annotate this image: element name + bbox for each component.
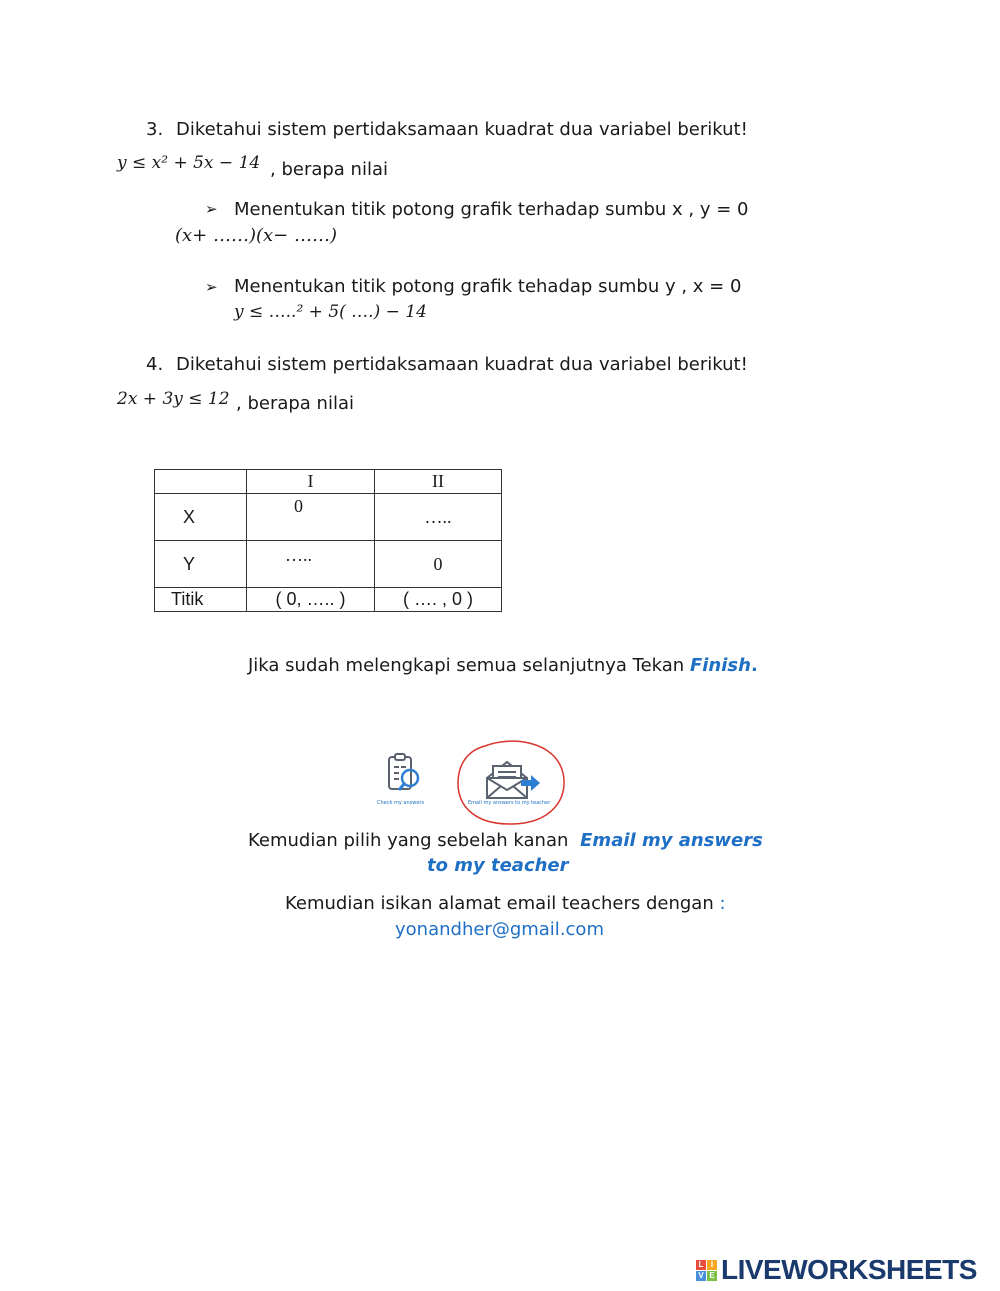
table-header-row bbox=[155, 470, 502, 494]
finish-note-prefix: Jika sudah melengkapi semua selanjutnya Tekan bbox=[248, 655, 690, 676]
logo-tiles bbox=[696, 1260, 717, 1281]
q4-text: Diketahui sistem pertidaksamaan kuadrat dua variabel berikut! bbox=[176, 354, 748, 375]
finish-dot: . bbox=[750, 655, 758, 676]
logo-text: LIVEWORKSHEETS bbox=[721, 1254, 977, 1285]
table-row-label: Titik bbox=[155, 588, 247, 612]
teacher-instruction bbox=[285, 893, 726, 914]
table-cell[interactable]: ….. bbox=[375, 494, 502, 541]
table-row bbox=[155, 541, 502, 588]
check-answers-icon[interactable] bbox=[370, 752, 440, 810]
table-cell[interactable]: ( …. , 0 ) bbox=[375, 588, 502, 612]
q4-suffix: , berapa nilai bbox=[236, 393, 354, 414]
email-answers-label: Email my answers to my teacher bbox=[468, 800, 551, 806]
table-row bbox=[155, 588, 502, 612]
q3-bullet1-text: Menentukan titik potong grafik terhadap sumbu x , y = 0 bbox=[234, 199, 749, 220]
logo-tile: L bbox=[696, 1260, 706, 1270]
bullet-arrow-icon: ➢ bbox=[205, 200, 218, 218]
q3-number: 3. bbox=[146, 119, 164, 140]
table-cell[interactable]: 0 bbox=[247, 494, 375, 541]
q3-bullet2-text: Menentukan titik potong grafik tehadap sumbu y , x = 0 bbox=[234, 276, 742, 297]
email-instruction-prefix: Kemudian pilih yang sebelah kanan bbox=[248, 830, 575, 851]
email-instruction-line1 bbox=[248, 830, 763, 851]
table-header-cell: I bbox=[247, 470, 375, 494]
finish-note bbox=[248, 655, 758, 676]
email-answers-icon[interactable] bbox=[455, 738, 567, 826]
clipboard-search-icon bbox=[370, 752, 440, 802]
q3-inequality: y ≤ x² + 5x − 14 bbox=[117, 153, 261, 173]
table-cell[interactable]: ….. bbox=[247, 541, 375, 588]
teacher-instruction-text: Kemudian isikan alamat email teachers dengan bbox=[285, 893, 720, 914]
teacher-colon: : bbox=[719, 893, 726, 914]
bullet-arrow-icon: ➢ bbox=[205, 278, 218, 296]
q3-bullet2-math: y ≤ …..² + 5( ….) − 14 bbox=[234, 302, 427, 322]
q4-number: 4. bbox=[146, 354, 164, 375]
q3-text: Diketahui sistem pertidaksamaan kuadrat dua variabel berikut! bbox=[176, 119, 748, 140]
logo-tile: V bbox=[696, 1271, 706, 1281]
table-row-label: Y bbox=[155, 541, 247, 588]
table-row bbox=[155, 494, 502, 541]
table-header-cell bbox=[155, 470, 247, 494]
q3-bullet1-math: (x+ ……)(x− ……) bbox=[175, 225, 337, 246]
email-option-name-1: Email my answers bbox=[580, 830, 763, 851]
table-row-label: X bbox=[155, 494, 247, 541]
teacher-email[interactable]: yonandher@gmail.com bbox=[395, 919, 604, 940]
answer-table bbox=[154, 469, 502, 612]
q3-suffix: , berapa nilai bbox=[270, 159, 388, 180]
table-cell[interactable]: 0 bbox=[375, 541, 502, 588]
q4-inequality: 2x + 3y ≤ 12 bbox=[117, 389, 230, 409]
logo-tile: I bbox=[707, 1260, 717, 1270]
check-answers-label: Check my answers bbox=[377, 800, 425, 806]
liveworksheets-logo bbox=[696, 1254, 977, 1286]
logo-tile: E bbox=[707, 1271, 717, 1281]
table-cell[interactable]: ( 0, ….. ) bbox=[247, 588, 375, 612]
finish-word: Finish bbox=[689, 655, 751, 676]
table-header-cell: II bbox=[375, 470, 502, 494]
email-option-name-2: to my teacher bbox=[427, 855, 569, 876]
